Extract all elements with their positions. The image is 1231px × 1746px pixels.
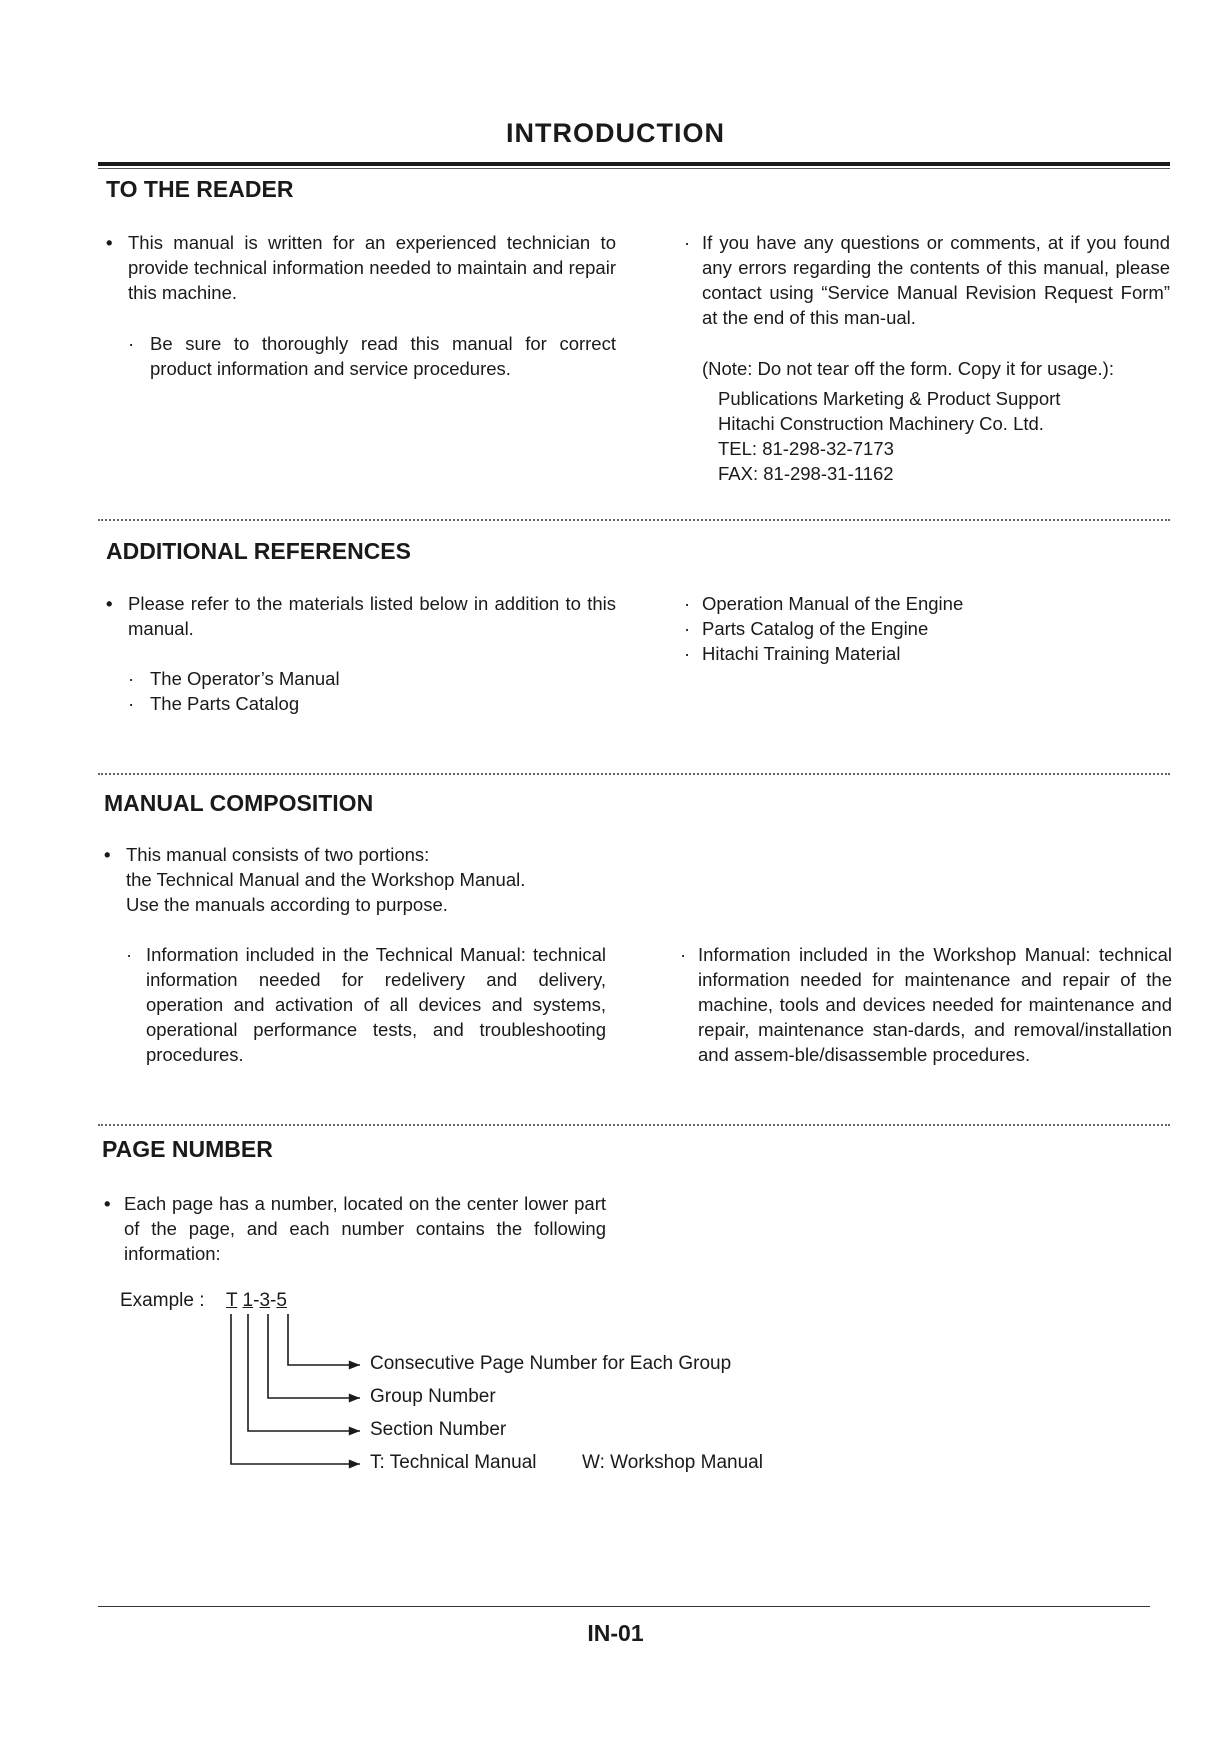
code-page: 5 xyxy=(276,1290,287,1311)
composition-line: the Technical Manual and the Workshop Manual. xyxy=(126,869,526,890)
list-item xyxy=(684,641,1164,666)
list-item xyxy=(684,616,1164,641)
list-item xyxy=(128,666,608,691)
sub-bullet-icon: · xyxy=(684,232,691,253)
section-heading-to-the-reader: TO THE READER xyxy=(106,176,294,202)
composition-line: Use the manuals according to purpose. xyxy=(126,894,448,915)
section-divider xyxy=(98,519,1170,521)
bullet-icon: • xyxy=(106,593,113,614)
leader-line-page xyxy=(288,1314,360,1365)
footer-rule xyxy=(98,1606,1150,1607)
section-divider xyxy=(98,1124,1170,1126)
contact-fax: FAX: 81-298-31-1162 xyxy=(718,463,894,484)
page-title: INTRODUCTION xyxy=(506,118,725,148)
section-heading-manual-composition: MANUAL COMPOSITION xyxy=(104,790,374,816)
bullet-icon: • xyxy=(106,232,113,253)
references-left-list xyxy=(128,666,608,716)
leader-line-section xyxy=(248,1314,360,1431)
list-item xyxy=(684,591,1164,616)
list-item-text: The Operator’s Manual xyxy=(150,668,340,689)
contact-line: Hitachi Construction Machinery Co. Ltd. xyxy=(718,413,1044,434)
code-separator: - xyxy=(270,1290,277,1311)
legend-section-number: Section Number xyxy=(370,1419,507,1440)
composition-right-sub-text: Information included in the Workshop Manual: technical information needed for maintenance and repair of the machine, tools and devices needed for maintenance and repair, maintenance stan-dards, and removal/installation and assem-ble/disassemble procedures. xyxy=(698,944,1172,1065)
reader-right-bullet xyxy=(684,230,1170,330)
reader-left-bullet-text: This manual is written for an experienced technician to provide technical information needed to maintain and repair this machine. xyxy=(128,232,616,303)
code-separator: - xyxy=(253,1290,260,1311)
title-rule xyxy=(98,162,1170,166)
sub-bullet-icon: · xyxy=(684,643,691,664)
reader-left-sub xyxy=(128,331,616,381)
code-manual-type: T xyxy=(226,1290,238,1311)
example-code xyxy=(226,1290,287,1312)
page-number: IN-01 xyxy=(587,1620,644,1646)
sub-bullet-icon: · xyxy=(680,944,687,965)
example-label: Example : xyxy=(120,1290,205,1311)
references-left-bullet-text: Please refer to the materials listed below in addition to this manual. xyxy=(128,593,616,639)
sub-bullet-icon: · xyxy=(128,693,135,714)
list-item-text: The Parts Catalog xyxy=(150,693,300,714)
sub-bullet-icon: · xyxy=(684,618,691,639)
bullet-icon: • xyxy=(104,844,111,865)
title-rule-thin xyxy=(98,168,1170,169)
reader-left-bullet xyxy=(106,230,616,305)
sub-bullet-icon: · xyxy=(128,333,135,354)
reader-note: (Note: Do not tear off the form. Copy it for usage.): xyxy=(702,358,1114,379)
contact-block xyxy=(718,386,1168,486)
composition-right-sub xyxy=(680,942,1172,1067)
list-item-text: Hitachi Training Material xyxy=(702,643,901,664)
legend-group-number: Group Number xyxy=(370,1386,496,1407)
composition-line: This manual consists of two portions: xyxy=(126,844,430,865)
sub-bullet-icon: · xyxy=(684,593,691,614)
section-heading-additional-references: ADDITIONAL REFERENCES xyxy=(106,538,411,564)
page-number-bullet-text: Each page has a number, located on the center lower part of the page, and each number contains the following information: xyxy=(124,1193,606,1264)
page-number-bullet xyxy=(104,1191,606,1266)
legend-workshop-manual: W: Workshop Manual xyxy=(582,1452,763,1473)
legend-technical-manual: T: Technical Manual xyxy=(370,1452,537,1473)
references-left-bullet xyxy=(106,591,616,641)
leader-line-group xyxy=(268,1314,360,1398)
contact-line: Publications Marketing & Product Support xyxy=(718,388,1061,409)
composition-bullet-text xyxy=(126,842,644,917)
list-item-text: Operation Manual of the Engine xyxy=(702,593,964,614)
composition-bullet xyxy=(104,842,644,917)
list-item xyxy=(128,691,608,716)
section-heading-page-number: PAGE NUMBER xyxy=(102,1136,273,1162)
sub-bullet-icon: · xyxy=(126,944,133,965)
references-right-list xyxy=(684,591,1164,666)
bullet-icon: • xyxy=(104,1193,111,1214)
contact-tel: TEL: 81-298-32-7173 xyxy=(718,438,894,459)
code-group: 3 xyxy=(259,1290,271,1311)
reader-left-sub-text: Be sure to thoroughly read this manual for correct product information and service procedures. xyxy=(150,333,616,379)
leader-line-type xyxy=(231,1314,360,1464)
sub-bullet-icon: · xyxy=(128,668,135,689)
section-divider xyxy=(98,773,1170,775)
code-section: 1 xyxy=(242,1290,254,1311)
legend-page-number: Consecutive Page Number for Each Group xyxy=(370,1353,732,1374)
composition-left-sub xyxy=(126,942,606,1067)
reader-right-bullet-text: If you have any questions or comments, at if you found any errors regarding the contents of this manual, please contact using “Service Manual Revision Request Form” at the end of this man-ual. xyxy=(702,232,1170,328)
composition-left-sub-text: Information included in the Technical Manual: technical information needed for redelivery and delivery, operation and activation of all devices and systems, operational performance tests, and troubleshooting procedures. xyxy=(146,944,606,1065)
list-item-text: Parts Catalog of the Engine xyxy=(702,618,929,639)
page-number-diagram xyxy=(200,1310,380,1480)
